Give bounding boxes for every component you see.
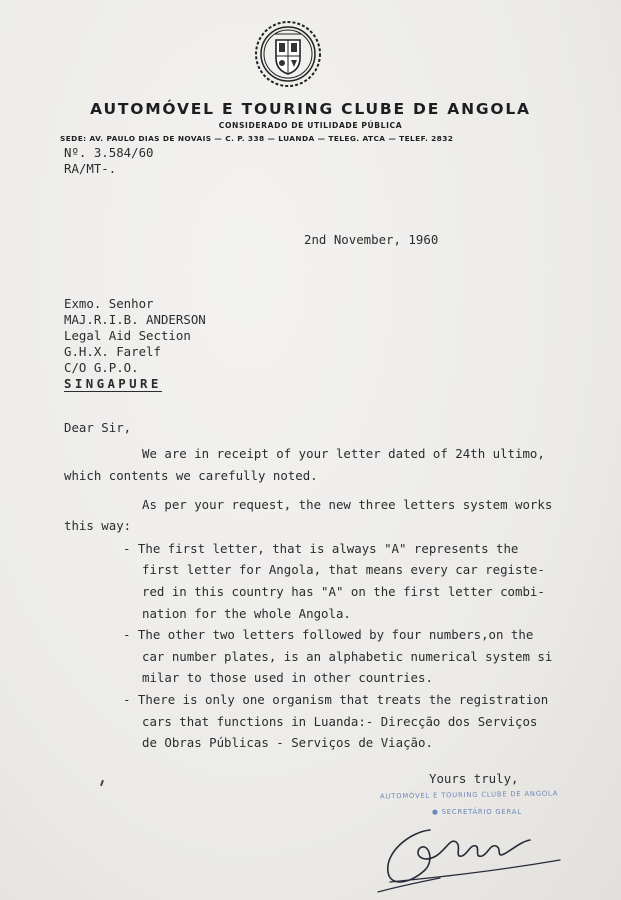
bullet-line: de Obras Públicas - Serviços de Viação. (142, 735, 433, 750)
closing: Yours truly, (429, 771, 519, 786)
body-line: As per your request, the new three letters system works (142, 497, 553, 512)
recipient-city: SINGAPURE (64, 376, 162, 391)
bullet-line: - The first letter, that is always "A" represents the (123, 541, 519, 556)
organization-name: AUTOMÓVEL E TOURING CLUBE DE ANGOLA (90, 100, 531, 118)
bullet-line: - The other two letters followed by four numbers,on the (123, 627, 534, 642)
stamp-title: ● SECRETÁRIO GERAL (432, 808, 522, 816)
club-crest-icon (254, 20, 322, 88)
handwritten-signature (370, 812, 570, 897)
stamp-organization: AUTOMÓVEL E TOURING CLUBE DE ANGOLA (379, 789, 559, 801)
body-line: We are in receipt of your letter dated of 24th ultimo, (142, 446, 545, 461)
salutation: Dear Sir, (64, 420, 132, 435)
bullet-line: car number plates, is an alphabetic numerical system si (142, 649, 553, 664)
organization-address: SEDE: AV. PAULO DIAS DE NOVAIS — C. P. 338 — LUANDA — TELEG. ATCA — TELEF. 2832 (60, 134, 454, 143)
body-line: which contents we carefully noted. (64, 468, 318, 483)
organization-subtitle: CONSIDERADO DE UTILIDADE PÚBLICA (218, 121, 403, 130)
bullet-line: red in this country has "A" on the first letter combi- (142, 584, 545, 599)
bullet-line: milar to those used in other countries. (142, 670, 433, 685)
body-line: this way: (64, 518, 132, 533)
bullet-line: nation for the whole Angola. (142, 606, 351, 621)
recipient-line: C/O G.P.O. (64, 360, 139, 375)
bullet-line: first letter for Angola, that means every car registe- (142, 562, 545, 577)
recipient-name: MAJ.R.I.B. ANDERSON (64, 312, 206, 327)
recipient-line: Exmo. Senhor (64, 296, 154, 311)
recipient-line: G.H.X. Farelf (64, 344, 161, 359)
reference-number: Nº. 3.584/60 (64, 145, 154, 160)
bullet-line: - There is only one organism that treats the registration (123, 692, 549, 707)
letter-date: 2nd November, 1960 (304, 232, 439, 247)
bullet-line: cars that functions in Luanda:- Direcção dos Serviços (142, 714, 538, 729)
recipient-line: Legal Aid Section (64, 328, 191, 343)
pen-mark (100, 780, 104, 786)
reference-initials: RA/MT-. (64, 161, 117, 176)
